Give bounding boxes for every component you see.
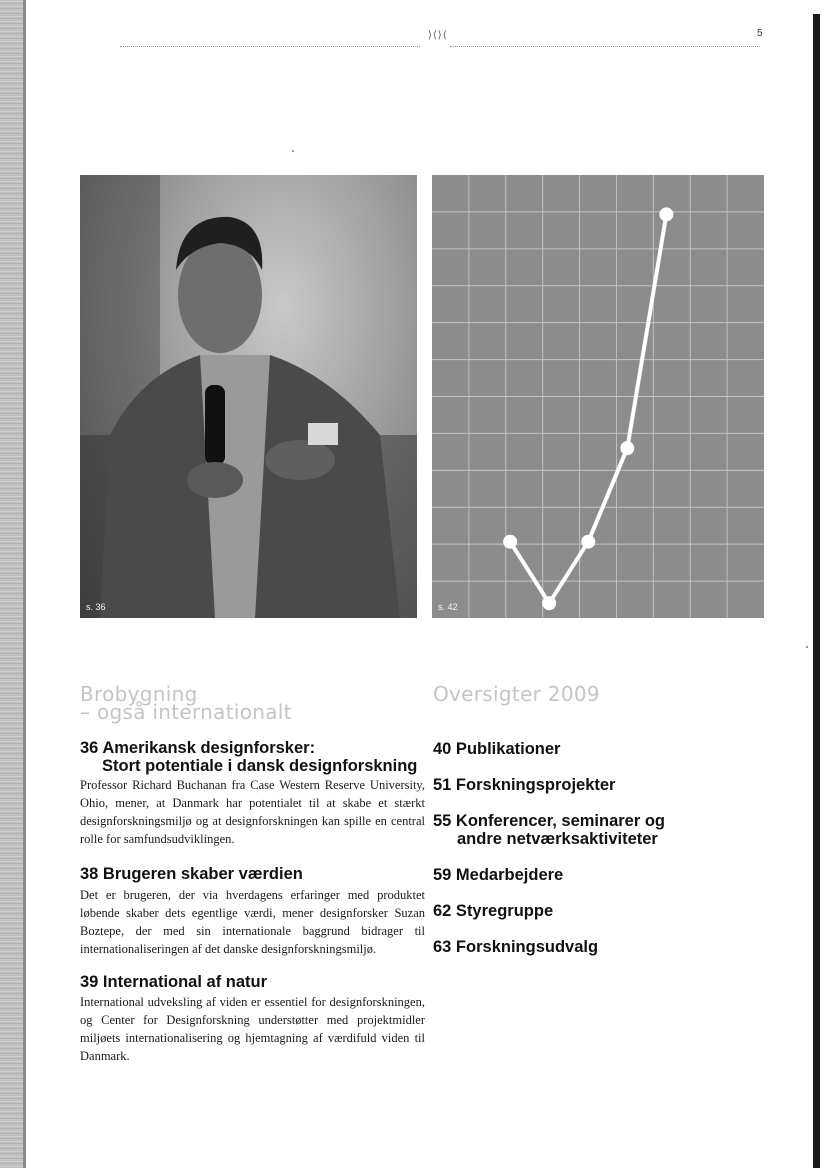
speaker-photo bbox=[80, 175, 417, 618]
chart-caption: s. 42 bbox=[438, 602, 458, 612]
data-point-4 bbox=[620, 441, 634, 455]
data-point-3 bbox=[581, 535, 595, 549]
scan-speck bbox=[806, 646, 808, 648]
section-title-line2: – også internationalt bbox=[80, 700, 292, 724]
section-title-line1: Brobygning bbox=[80, 682, 198, 706]
entry-38-body: Det er brugeren, der via hverdagens erfaringer med produktet løbende skaber dets egentlige værdi, mener designforsker Suzan Boztepe, der med sin internationale baggrund bidrager til internationaliseringen af det danske designforskningsmiljø. bbox=[80, 888, 425, 956]
page-number: 5 bbox=[757, 28, 763, 39]
overview-title: Oversigter 2009 bbox=[433, 682, 600, 706]
entry-39-body: International udveksling af viden er essentiel for designforskningen, og Center for Designforskning understøtter med projektmidler miljøets internationalisering og hjemtagning af værdifuld viden til Danmark. bbox=[80, 995, 425, 1063]
toc-item-konferencer bbox=[433, 812, 665, 848]
data-point-1 bbox=[503, 535, 517, 549]
entry-36-body: Professor Richard Buchanan fra Case Western Reserve University, Ohio, mener, at Danmark har potentialet til at skabe et stærkt designforskningsmiljø og at designforskningen kan spille en central rolle for samfundsudviklingen. bbox=[80, 778, 425, 846]
photo-caption: s. 36 bbox=[86, 602, 106, 612]
header-rule-right bbox=[450, 46, 760, 48]
scan-edge bbox=[0, 0, 26, 1168]
header-rule-left bbox=[120, 46, 420, 48]
entry-36-heading-line2: Stort potentiale i dansk designforskning bbox=[102, 757, 418, 775]
toc-item-konferencer-line1: 55 Konferencer, seminarer og bbox=[433, 812, 666, 830]
scan-right-bar bbox=[813, 14, 820, 1168]
toc-item-styregruppe: 62 Styregruppe bbox=[433, 902, 554, 920]
toc-item-konferencer-line2: andre netværksaktiviteter bbox=[457, 830, 658, 848]
trend-chart bbox=[432, 175, 764, 618]
speaker-illustration bbox=[80, 175, 417, 618]
data-point-5 bbox=[659, 207, 673, 221]
entry-39-heading: 39 International af natur bbox=[80, 973, 268, 991]
entry-36-heading-line1: 36 Amerikansk designforsker: bbox=[80, 739, 316, 757]
toc-item-forskningsudvalg: 63 Forskningsudvalg bbox=[433, 938, 599, 956]
toc-item-forskningsprojekter: 51 Forskningsprojekter bbox=[433, 776, 616, 794]
header-mark: ⟩⟨⟩⟨ bbox=[428, 30, 448, 41]
entry-38-heading: 38 Brugeren skaber værdien bbox=[80, 865, 303, 883]
entry-36-heading bbox=[80, 739, 417, 775]
trend-chart-svg bbox=[432, 175, 764, 618]
data-point-2 bbox=[542, 596, 556, 610]
scan-speck bbox=[292, 150, 294, 152]
toc-item-publikationer: 40 Publikationer bbox=[433, 740, 561, 758]
toc-item-medarbejdere: 59 Medarbejdere bbox=[433, 866, 564, 884]
